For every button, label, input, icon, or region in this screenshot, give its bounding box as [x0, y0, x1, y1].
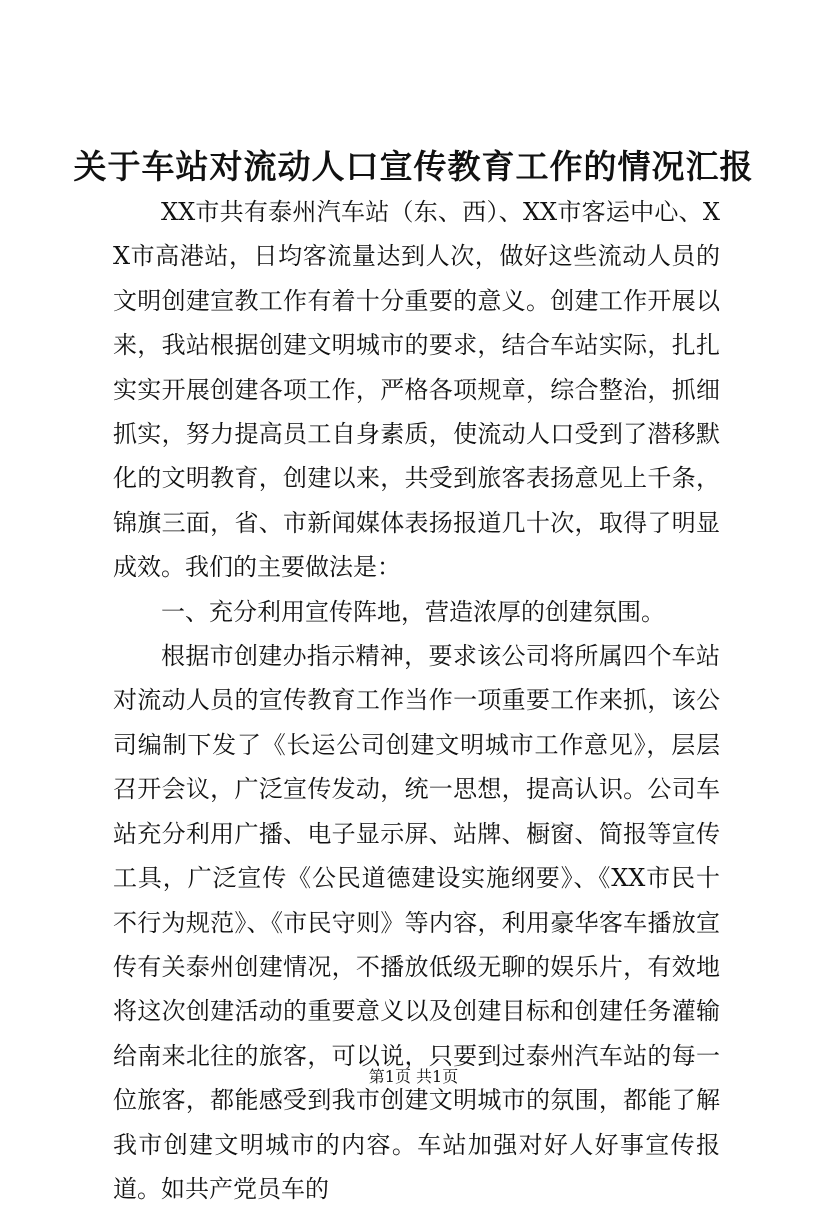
paragraph-intro: XX市共有泰州汽车站（东、西）、XX市客运中心、XX市高港站，日均客流量达到人次，做好这些流动人员的文明创建宣教工作有着十分重要的意义。创建工作开展以来，我站根据创建文明城市的要求，结合车站实际，扎扎实实开展创建各项工作，严格各项规章，综合整治，抓细抓实，努力提高员工自身素质，使流动人口受到了潜移默化的文明教育，创建以来，共受到旅客表扬意见上千条，锦旗三面，省、市新闻媒体表扬报道几十次，取得了明显成效。我们的主要做法是：	[113, 198, 720, 582]
document-body	[113, 190, 720, 1211]
paragraph-section-body: 根据市创建办指示精神，要求该公司将所属四个车站对流动人员的宣传教育工作当作一项重要工作来抓，该公司编制下发了《长运公司创建文明城市工作意见》，层层召开会议，广泛宣传发动，统一思想，提高认识。公司车站充分利用广播、电子显示屏、站牌、橱窗、简报等宣传工具，广泛宣传《公民道德建设实施纲要》、《XX市民十不行为规范》、《市民守则》等内容，利用豪华客车播放宣传有关泰州创建情况，不播放低级无聊的娱乐片，有效地将这次创建活动的重要意义以及创建目标和创建任务灌输给南来北往的旅客，可以说，只要到过泰州汽车站的每一位旅客，都能感受到我市创建文明城市的氛围，都能了解我市创建文明城市的内容。车站加强对好人好事宣传报道。如共产党员车的	[113, 642, 720, 1203]
document-title: 关于车站对流动人口宣传教育工作的情况汇报	[73, 147, 754, 186]
page-footer: 第1页 共1页	[368, 1067, 459, 1086]
paragraph-section-heading: 一、充分利用宣传阵地，营造浓厚的创建氛围。	[161, 597, 665, 626]
